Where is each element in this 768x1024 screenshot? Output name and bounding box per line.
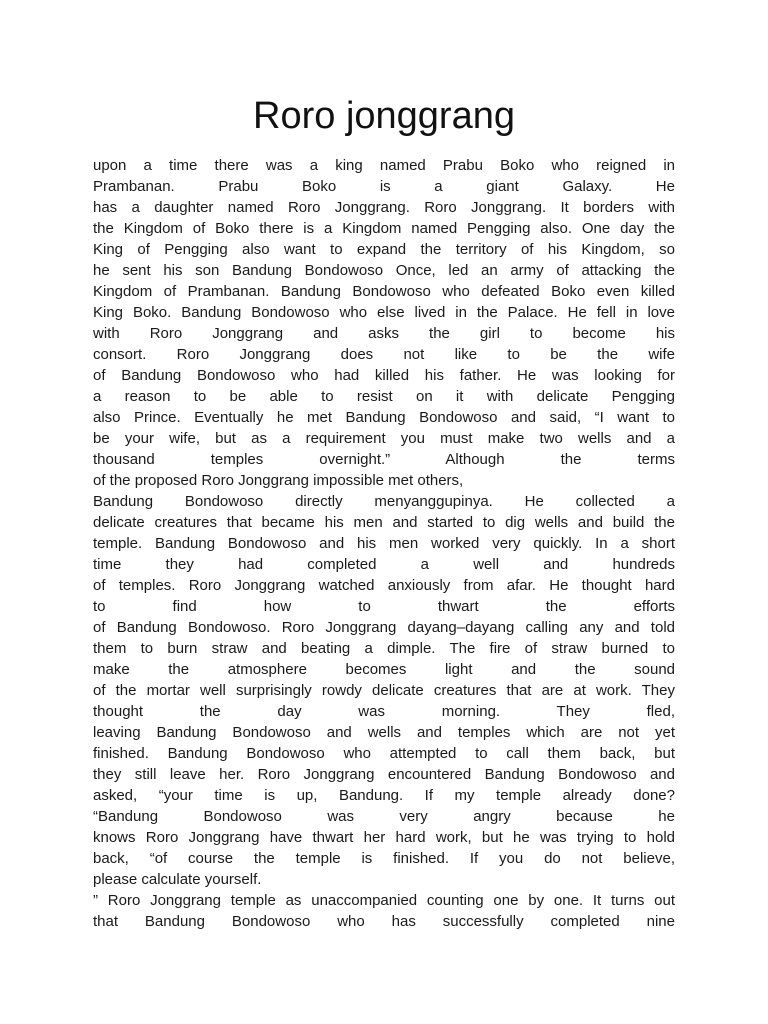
text-line: delicate creatures that became his men and started to dig wells and build the xyxy=(93,514,675,531)
text-line: of Bandung Bondowoso who had killed his father. He was looking for xyxy=(93,367,675,384)
text-line: Prambanan. Prabu Boko is a giant Galaxy. He xyxy=(93,178,675,195)
text-line: temple. Bandung Bondowoso and his men worked very quickly. In a short xyxy=(93,535,675,552)
text-line: King Boko. Bandung Bondowoso who else lived in the Palace. He fell in love xyxy=(93,304,675,321)
text-line: Kingdom of Prambanan. Bandung Bondowoso who defeated Boko even killed xyxy=(93,283,675,300)
text-line: consort. Roro Jonggrang does not like to be the wife xyxy=(93,346,675,363)
text-line: he sent his son Bandung Bondowoso Once, led an army of attacking the xyxy=(93,262,675,279)
text-line: ” Roro Jonggrang temple as unaccompanied counting one by one. It turns out xyxy=(93,892,675,909)
text-line: also Prince. Eventually he met Bandung Bondowoso and said, “I want to xyxy=(93,409,675,426)
text-line: that Bandung Bondowoso who has successfully completed nine xyxy=(93,913,675,930)
text-line: has a daughter named Roro Jonggrang. Roro Jonggrang. It borders with xyxy=(93,199,675,216)
text-line: Bandung Bondowoso directly menyanggupinya. He collected a xyxy=(93,493,675,510)
text-line: thousand temples overnight.” Although the terms xyxy=(93,451,675,468)
text-line: King of Pengging also want to expand the territory of his Kingdom, so xyxy=(93,241,675,258)
document-title: Roro jonggrang xyxy=(253,95,515,137)
text-line: of Bandung Bondowoso. Roro Jonggrang dayang–dayang calling any and told xyxy=(93,619,675,636)
text-line: asked, “your time is up, Bandung. If my temple already done? xyxy=(93,787,675,804)
document-body xyxy=(93,155,675,932)
text-line: please calculate yourself. xyxy=(93,871,262,888)
text-line: knows Roro Jonggrang have thwart her hard work, but he was trying to hold xyxy=(93,829,675,846)
text-line: back, “of course the temple is finished. If you do not believe, xyxy=(93,850,675,867)
text-line: finished. Bandung Bondowoso who attempted to call them back, but xyxy=(93,745,675,762)
text-line: of the proposed Roro Jonggrang impossible met others, xyxy=(93,472,464,489)
text-line: of temples. Roro Jonggrang watched anxiously from afar. He thought hard xyxy=(93,577,675,594)
text-line: upon a time there was a king named Prabu Boko who reigned in xyxy=(93,157,675,174)
text-line: with Roro Jonggrang and asks the girl to become his xyxy=(93,325,675,342)
text-line: of the mortar well surprisingly rowdy delicate creatures that are at work. They xyxy=(93,682,675,699)
text-line: a reason to be able to resist on it with delicate Pengging xyxy=(93,388,675,405)
text-line: them to burn straw and beating a dimple. The fire of straw burned to xyxy=(93,640,675,657)
text-line: “Bandung Bondowoso was very angry because he xyxy=(93,808,675,825)
text-line: leaving Bandung Bondowoso and wells and temples which are not yet xyxy=(93,724,675,741)
text-line: make the atmosphere becomes light and the sound xyxy=(93,661,675,678)
text-line: the Kingdom of Boko there is a Kingdom named Pengging also. One day the xyxy=(93,220,675,237)
text-line: thought the day was morning. They fled, xyxy=(93,703,675,720)
text-line: time they had completed a well and hundreds xyxy=(93,556,675,573)
text-line: to find how to thwart the efforts xyxy=(93,598,675,615)
text-line: be your wife, but as a requirement you must make two wells and a xyxy=(93,430,675,447)
text-line: they still leave her. Roro Jonggrang encountered Bandung Bondowoso and xyxy=(93,766,675,783)
